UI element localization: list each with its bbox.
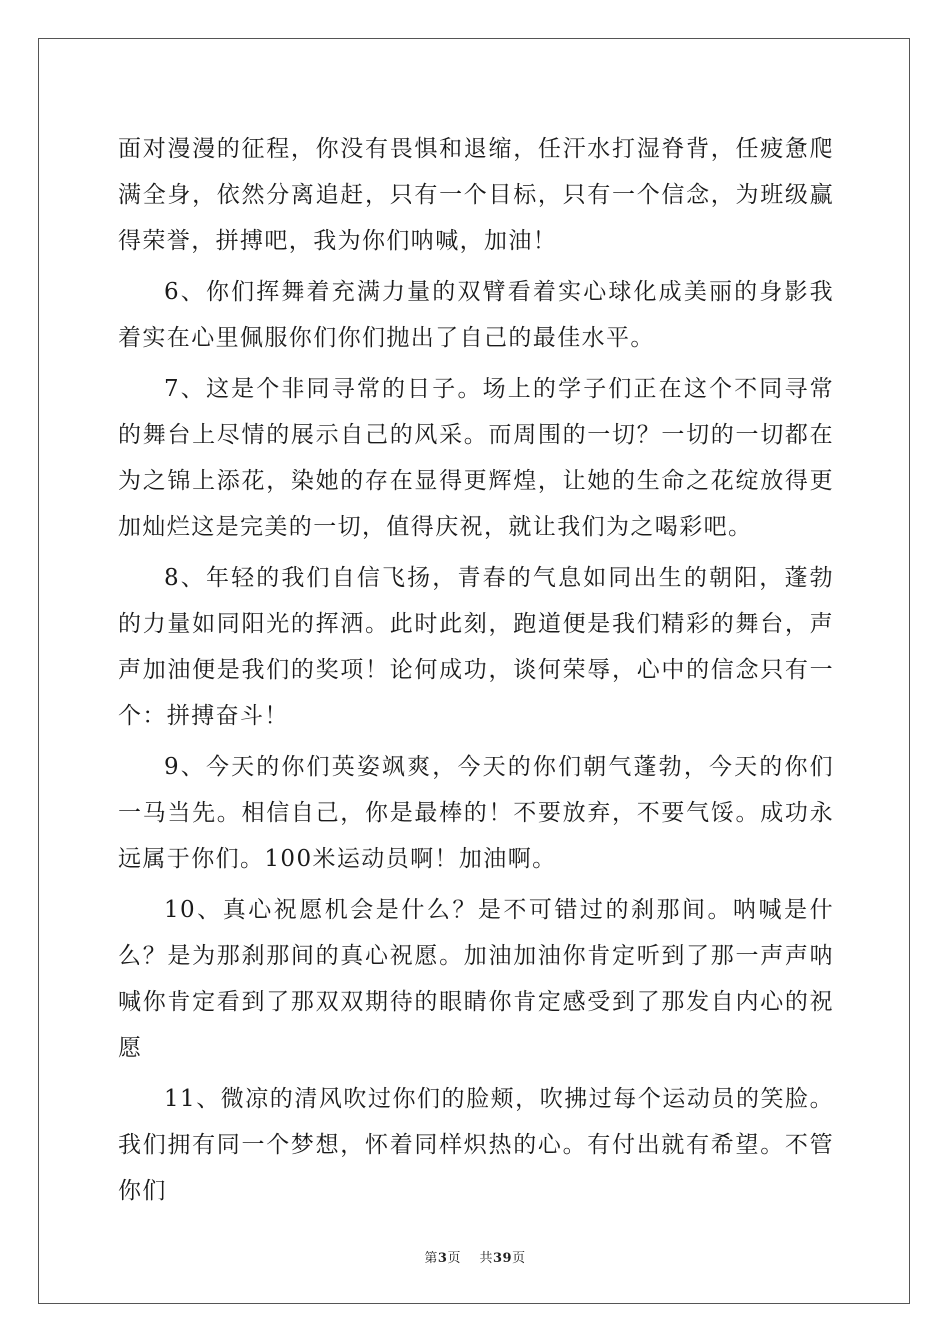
document-body bbox=[118, 126, 834, 1214]
paragraph-7: 7、这是个非同寻常的日子。场上的学子们正在这个不同寻常的舞台上尽情的展示自己的风采。而周围的一切？一切的一切都在为之锦上添花，染她的存在显得更辉煌，让她的生命之花绽放得更加灿烂这是完美的一切，值得庆祝，就让我们为之喝彩吧。 bbox=[118, 376, 834, 540]
paragraph-8: 8、年轻的我们自信飞扬，青春的气息如同出生的朝阳，蓬勃的力量如同阳光的挥洒。此时此刻，跑道便是我们精彩的舞台，声声加油便是我们的奖项！论何成功，谈何荣辱，心中的信念只有一个：拼搏奋斗！ bbox=[118, 565, 834, 729]
page-number: 3 bbox=[437, 1251, 448, 1266]
paragraph-continuation: 面对漫漫的征程，你没有畏惧和退缩，任汗水打湿脊背，任疲惫爬满全身，依然分离追赶，只有一个目标，只有一个信念，为班级赢得荣誉，拼搏吧，我为你们呐喊，加油！ bbox=[118, 136, 834, 254]
page-prefix: 第 bbox=[424, 1251, 438, 1266]
total-pages: 39 bbox=[493, 1251, 513, 1266]
paragraph-10: 10、真心祝愿机会是什么？是不可错过的刹那间。呐喊是什么？是为那刹那间的真心祝愿。加油加油你肯定听到了那一声声呐喊你肯定看到了那双双期待的眼睛你肯定感受到了那发自内心的祝愿 bbox=[118, 897, 834, 1061]
page-footer bbox=[0, 1247, 950, 1266]
paragraph-9: 9、今天的你们英姿飒爽，今天的你们朝气蓬勃，今天的你们一马当先。相信自己，你是最棒的！不要放弃，不要气馁。成功永远属于你们。100米运动员啊！加油啊。 bbox=[118, 754, 834, 872]
paragraph-11: 11、微凉的清风吹过你们的脸颊，吹拂过每个运动员的笑脸。我们拥有同一个梦想，怀着同样炽热的心。有付出就有希望。不管你们 bbox=[118, 1086, 834, 1204]
paragraph-6: 6、你们挥舞着充满力量的双臂看着实心球化成美丽的身影我着实在心里佩服你们你们抛出了自己的最佳水平。 bbox=[118, 279, 834, 351]
total-suffix: 页 bbox=[512, 1251, 526, 1266]
total-prefix: 共 bbox=[479, 1251, 493, 1266]
page-suffix: 页 bbox=[447, 1251, 461, 1266]
